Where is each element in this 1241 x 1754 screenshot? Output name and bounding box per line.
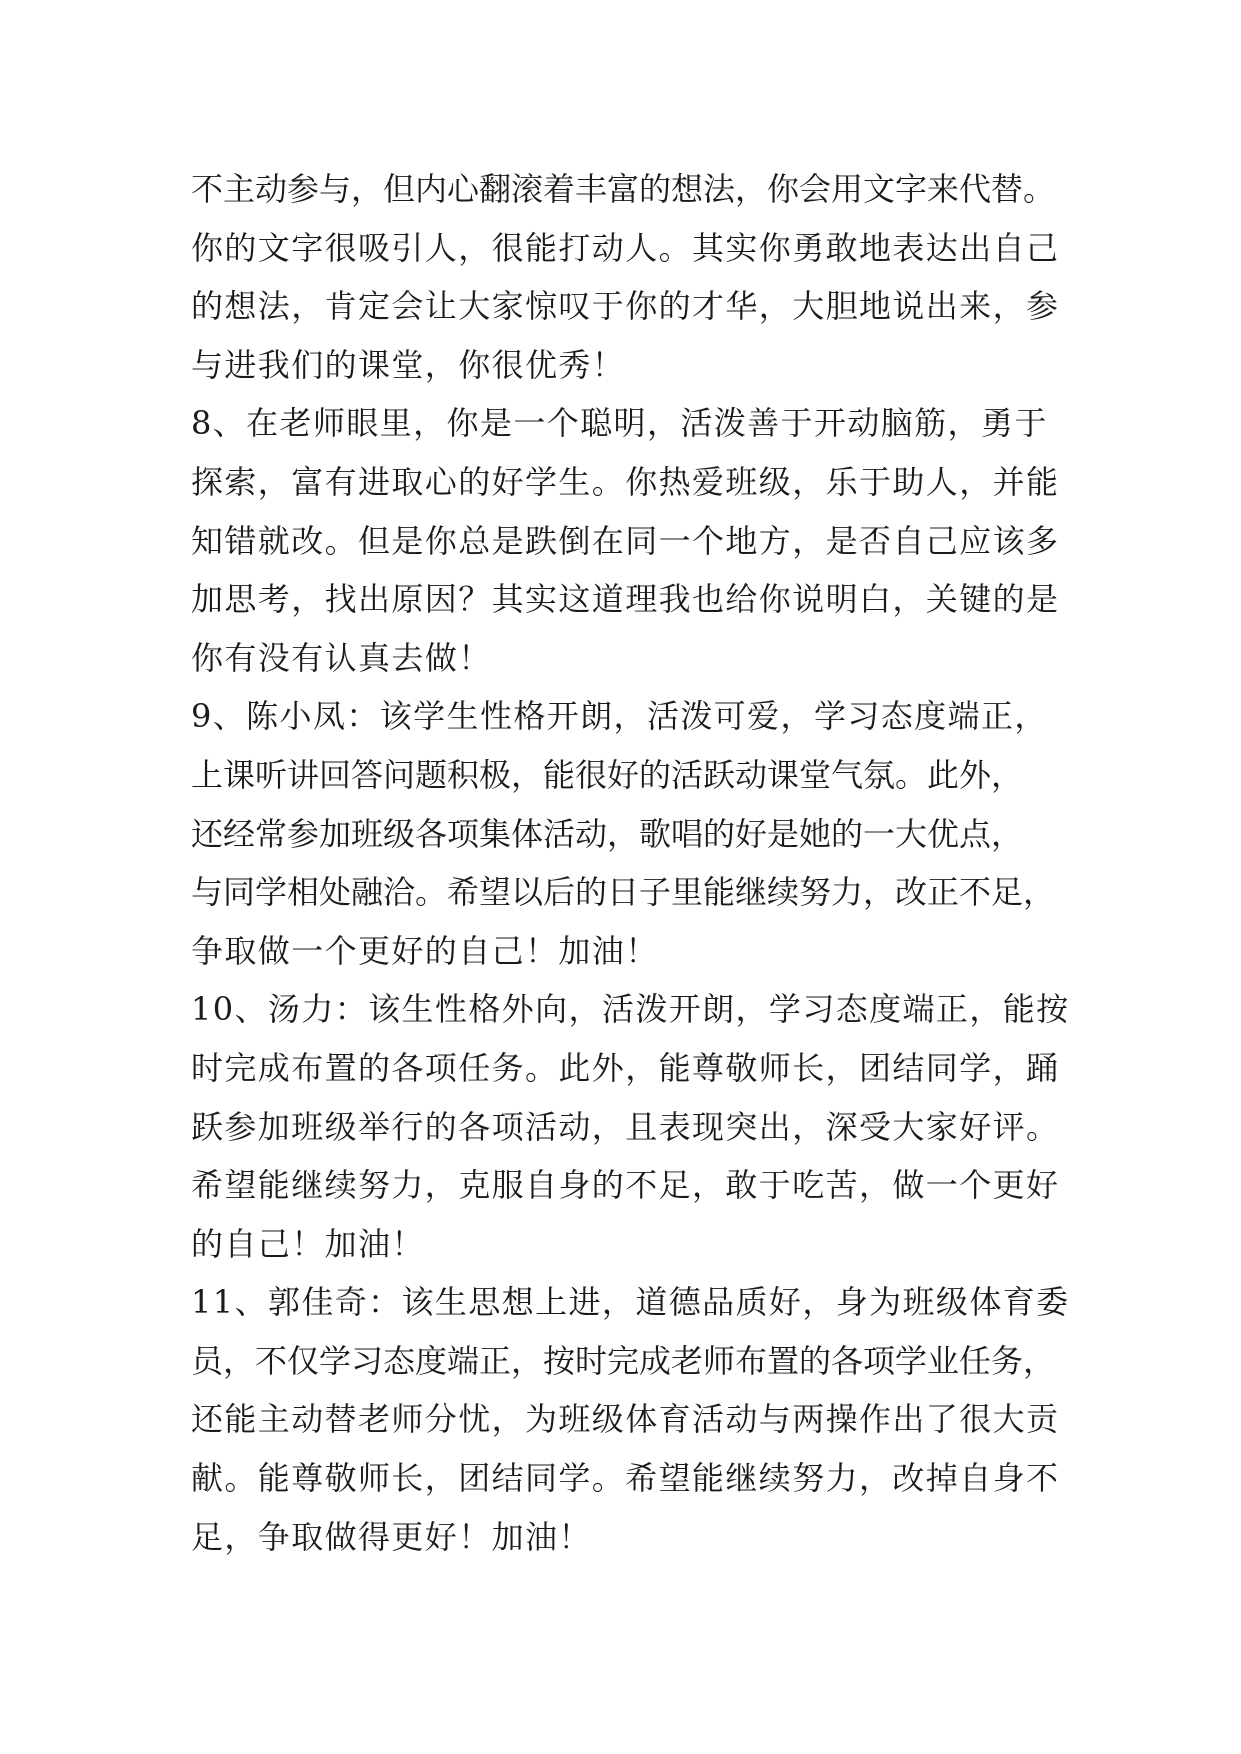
text-line: 的自己！加油！ (191, 1224, 425, 1263)
text-line: 9、陈小凤：该学生性格开朗，活泼可爱，学习态度端正， (191, 697, 1048, 736)
document-body (191, 160, 1071, 1566)
text-line: 11、郭佳奇：该生思想上进，道德品质好，身为班级体育委 (191, 1283, 1070, 1322)
text-line: 献。能尊敬师长，团结同学。希望能继续努力，改掉自身不 (191, 1459, 1060, 1498)
text-line: 上课听讲回答问题积极，能很好的活跃动课堂气氛。此外， (191, 755, 1024, 794)
text-line: 还经常参加班级各项集体活动，歌唱的好是她的一大优点， (191, 814, 1024, 853)
text-line: 你有没有认真去做！ (191, 638, 492, 677)
text-line: 足，争取做得更好！加油！ (191, 1517, 592, 1556)
text-line: 加思考，找出原因？其实这道理我也给你说明白，关键的是 (191, 580, 1060, 619)
text-line: 时完成布置的各项任务。此外，能尊敬师长，团结同学，踊 (191, 1048, 1060, 1087)
text-line: 与同学相处融洽。希望以后的日子里能继续努力，改正不足， (191, 873, 1056, 912)
text-line: 探索，富有进取心的好学生。你热爱班级，乐于助人，并能 (191, 462, 1060, 501)
text-line: 8、在老师眼里，你是一个聪明，活泼善于开动脑筋，勇于 (191, 404, 1048, 443)
text-line: 还能主动替老师分忧，为班级体育活动与两操作出了很大贡 (191, 1400, 1060, 1439)
text-line: 员，不仅学习态度端正，按时完成老师布置的各项学业任务， (191, 1341, 1056, 1380)
text-line: 知错就改。但是你总是跌倒在同一个地方，是否自己应该多 (191, 521, 1060, 560)
text-line: 与进我们的课堂，你很优秀！ (191, 345, 626, 384)
text-line: 10、汤力：该生性格外向，活泼开朗，学习态度端正，能按 (191, 990, 1070, 1029)
text-line: 不主动参与，但内心翻滚着丰富的想法，你会用文字来代替。 (191, 170, 1056, 208)
text-line: 跃参加班级举行的各项活动，且表现突出，深受大家好评。 (191, 1107, 1060, 1146)
text-line: 的想法，肯定会让大家惊叹于你的才华，大胆地说出来，参 (191, 287, 1060, 326)
text-line: 争取做一个更好的自己！加油！ (191, 931, 659, 970)
text-line: 希望能继续努力，克服自身的不足，敢于吃苦，做一个更好 (191, 1166, 1060, 1205)
text-line: 你的文字很吸引人，很能打动人。其实你勇敢地表达出自己 (191, 228, 1060, 267)
